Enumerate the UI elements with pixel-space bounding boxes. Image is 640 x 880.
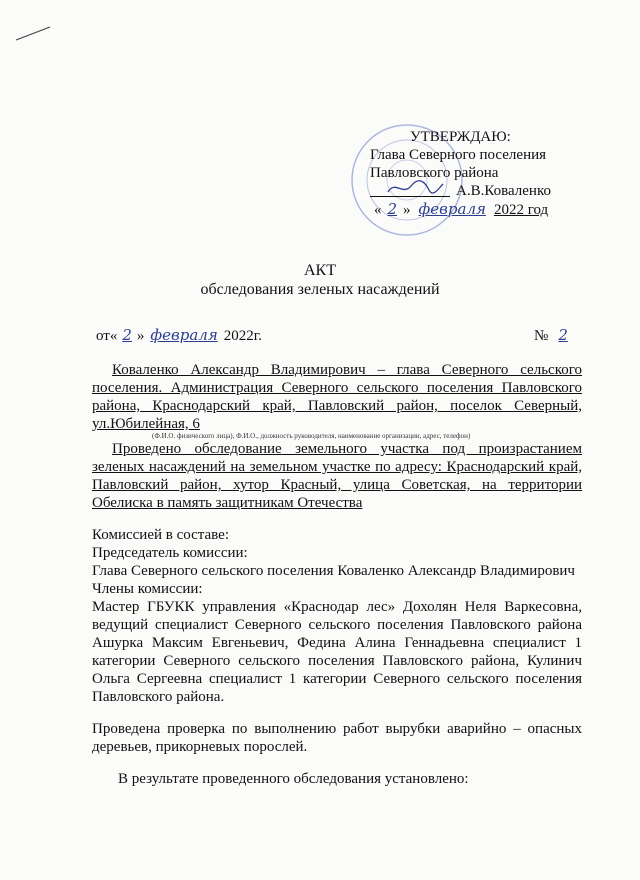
result-text: В результате проведенного обследования установлено:: [118, 771, 469, 787]
paragraph1-line4: ул.Юбилейная, 6: [92, 416, 200, 432]
check-line1: Проведена проверка по выполнению работ вырубки аварийно – опасных: [92, 721, 582, 737]
commission-member-line3: Ашурка Максим Евгеньевич, Федина Алина Геннадьевна специалист 1: [92, 635, 582, 651]
commission-member-line2: ведущий специалист Северного сельского поселения Павловского района: [92, 617, 582, 633]
paragraph1-caption: (Ф.И.О. физического лица), Ф.И.О., должность руководителя, наименование организации, адрес, телефон): [152, 432, 471, 440]
handwritten-signature: [385, 178, 445, 198]
act-number-label: №: [534, 328, 549, 344]
approval-position-line2: Павловского района: [370, 165, 499, 181]
approval-date-day: 2: [387, 200, 398, 218]
approval-position-line1: Глава Северного поселения: [370, 147, 547, 163]
approval-heading: УТВЕРЖДАЮ:: [410, 129, 511, 145]
act-date-day: 2: [122, 326, 132, 344]
commission-chairman-label: Председатель комиссии:: [92, 545, 248, 561]
approval-date: [374, 200, 548, 220]
scan-mark: [14, 24, 54, 44]
act-date-month: февраля: [150, 326, 218, 344]
paragraph2-line1: Проведено обследование земельного участка под произрастанием: [112, 441, 582, 457]
commission-chairman: Глава Северного сельского поселения Коваленко Александр Владимирович: [92, 563, 575, 579]
paragraph2-line4: Обелиска в память защитникам Отечества: [92, 495, 363, 511]
act-subtitle: обследования зеленых насаждений: [200, 281, 440, 298]
commission-member-line4: категории Северного сельского поселения Павловского района, Кулинич: [92, 653, 582, 669]
commission-intro: Комиссией в составе:: [92, 527, 230, 543]
act-date-prefix: от«: [96, 328, 118, 344]
approval-date-month: февраля: [418, 200, 486, 218]
commission-members-label: Члены комиссии:: [92, 581, 203, 597]
paragraph1-line1: Коваленко Александр Владимирович – глава Северного сельского: [112, 362, 582, 378]
act-date-year: 2022г.: [223, 328, 263, 344]
act-number: [534, 326, 578, 346]
paragraph2-line3: Павловский район, хутор Красный, улица Советская, на территории: [92, 477, 582, 493]
commission-member-line5: Ольга Сергеевна специалист 1 категории Северного сельского поселения: [92, 671, 582, 687]
paragraph1-line3: района, Краснодарский край, Павловский район, поселок Северный,: [92, 398, 582, 414]
act-date: [96, 326, 262, 346]
check-line2: деревьев, прикорневых порослей.: [92, 739, 308, 755]
commission-member-line6: Павловского района.: [92, 689, 225, 705]
approval-signature-name: А.В.Коваленко: [456, 183, 551, 199]
act-number-value: 2: [558, 326, 568, 344]
paragraph1-line2: поселения. Администрация Северного сельского поселения Павловского: [92, 380, 582, 396]
approval-date-close-quote: »: [403, 202, 411, 218]
act-title: АКТ: [304, 262, 336, 279]
approval-date-open-quote: «: [374, 202, 382, 218]
act-date-close-quote: »: [136, 328, 145, 344]
commission-member-line1: Мастер ГБУКК управления «Краснодар лес» Дохолян Неля Варкесовна,: [92, 599, 582, 615]
approval-date-year: 2022 год: [493, 202, 549, 218]
paragraph2-line2: зеленых насаждений на земельном участке по адресу: Краснодарский край,: [92, 459, 582, 475]
